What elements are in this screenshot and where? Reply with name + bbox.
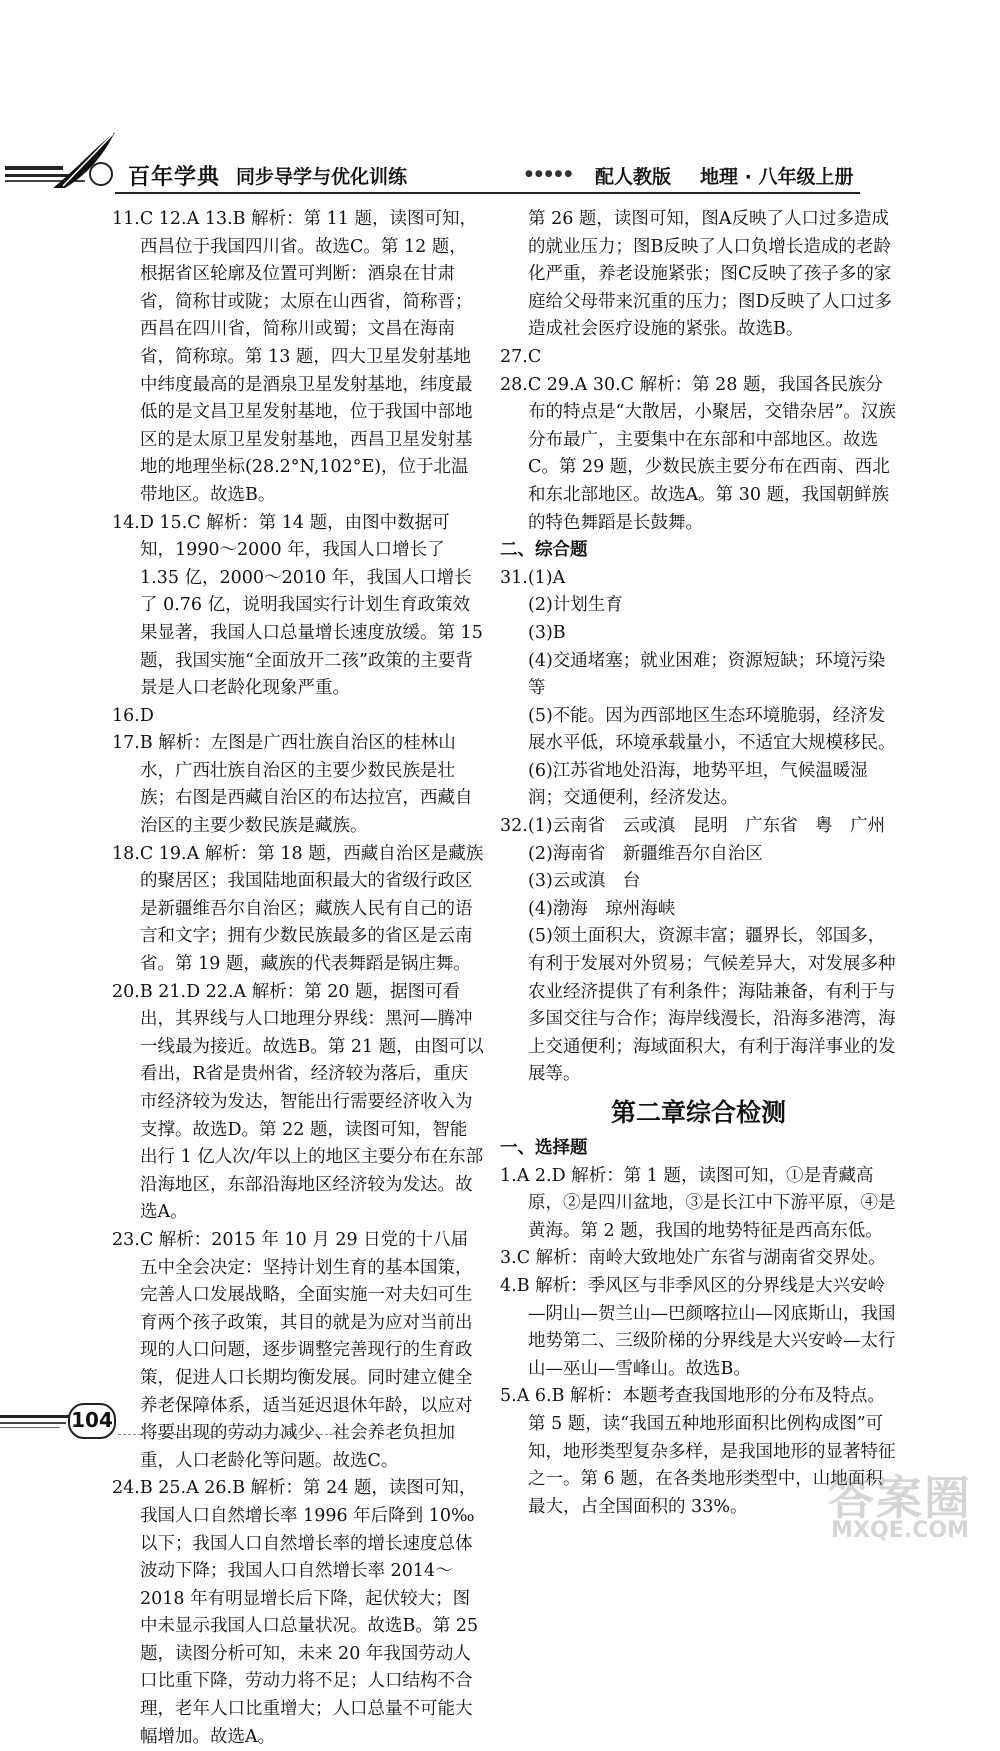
answer-subitem: (6)江苏省地处沿海，地势平坦，气候温暖湿润；交通便利，经济发达。 [528, 760, 868, 809]
quill-logo-icon [5, 130, 120, 192]
answer-subitem: (4)交通堵塞；就业困难；资源短缺；环境污染等 [528, 650, 886, 699]
answer-entry: 32.(1)云南省 云或滇 昆明 广东省 粤 广州 [500, 816, 886, 837]
answer-entry: 23.C 解析：2015 年 10 月 29 日党的十八届五中全会决定：坚持计划生育的基本国策，完善人口发展战略，全面实施一对夫妇可生育两个孩子政策，其目的就是为应对当前出现的人口问题，逐步调整完善现行的生育政策，促进人口长期均衡发展。同时建立健全养老保障体系，适当延迟退休年龄，以应对将要出现的劳动力减少、社会养老负担加重，人口老龄化等问题。故选C。 [112, 1229, 473, 1471]
answer-entry: 3.C 解析：南岭大致地处广东省与湖南省交界处。 [500, 1248, 886, 1269]
answer-entry: 18.C 19.A 解析：第 18 题，西藏自治区是藏族的聚居区；我国陆地面积最大的省级行政区是新疆维吾尔自治区；藏族人民有自己的语言和文字；拥有少数民族最多的省区是云南省。第 19 题，藏族的代表舞蹈是锅庄舞。 [112, 843, 484, 975]
header-rule [115, 192, 860, 194]
answer-entry: 16.D [112, 705, 154, 726]
chapter-title: 第二章综合检测 [610, 1098, 786, 1127]
page-number-badge [68, 1403, 116, 1439]
answer-subitem: (5)领土面积大，资源丰富；疆界长，邻国多，有利于发展对外贸易；气候差异大，对发展多种农业经济提供了有利条件；海陆兼备，有利于与多国交往与合作；海岸线漫长，沿海多港湾，海上交通便利；海域面积大，有利于海洋事业的发展等。 [528, 926, 896, 1085]
left-answer-column [112, 206, 484, 1751]
footer-dashed-line [118, 1434, 348, 1435]
answer-subitem: (4)渤海 琼州海峡 [528, 898, 676, 919]
section-heading: 一、选择题 [500, 1138, 588, 1158]
answer-entry: 14.D 15.C 解析：第 14 题，由图中数据可知，1990～2000 年，我国人口增长了 1.35 亿，2000～2010 年，我国人口增长了 0.76 亿，说明我国实行计划生育政策效果显著，我国人口总量增长速度放缓。第 15 题，我国实施“全面放开二孩”政策的主要背景是人口老龄化现象严重。 [112, 512, 483, 699]
page-header [0, 130, 1000, 192]
answer-entry: 1.A 2.D 解析：第 1 题，读图可知，①是青藏高原，②是四川盆地，③是长江中下游平原，④是黄海。第 2 题，我国的地势特征是西高东低。 [500, 1165, 896, 1241]
right-answer-column [500, 206, 897, 1521]
page-number: 104 [71, 1408, 113, 1432]
book-brand: 百年学典 [128, 165, 221, 190]
answer-subitem: (2)海南省 新疆维吾尔自治区 [528, 843, 763, 864]
decorative-dots: ●●●●● [525, 169, 575, 179]
answer-subitem: (3)B [528, 622, 566, 643]
answer-subitem: (3)云或滇 台 [528, 871, 641, 892]
answer-entry: 4.B 解析：季风区与非季风区的分界线是大兴安岭—阴山—贺兰山—巴颜喀拉山—冈底斯山，我国地势第二、三级阶梯的分界线是大兴安岭—太行山—巫山—雪峰山。故选B。 [500, 1275, 896, 1379]
answer-entry: 27.C [500, 346, 542, 367]
section-heading: 二、综合题 [500, 540, 588, 561]
site-watermark [820, 1462, 980, 1544]
answer-entry: 31.(1)A [500, 567, 566, 588]
answer-entry: 20.B 21.D 22.A 解析：第 20 题，据图可看出，其界线与人口地理分界线：黑河—腾冲一线最为接近。故选B。第 21 题，由图可以看出，R省是贵州省，经济较为落后，重庆市经济较为发达，智能出行需要经济收入为支撑。故选D。第 22 题，读图可知，智能出行 1 亿人次/年以上的地区主要分布在东部沿海地区，东部沿海地区经济较为发达。故选A。 [112, 981, 484, 1223]
answer-entry: 11.C 12.A 13.B 解析：第 11 题，读图可知，西昌位于我国四川省。故选C。第 12 题，根据省区轮廓及位置可判断：酒泉在甘肃省，简称甘或陇；太原在山西省，简称晋；西昌在四川省，简称川或蜀；文昌在海南省，简称琼。第 13 题，四大卫星发射基地中纬度最高的是酒泉卫星发射基地，纬度最低的是文昌卫星发射基地，位于我国中部地区的是太原卫星发射基地，西昌卫星发射基地的地理坐标(28.2°N,102°E)，位于北温带地区。故选B。 [112, 209, 477, 505]
answer-entry: 5.A 6.B 解析：本题考查我国地形的分布及特点。第 5 题，读“我国五种地形面积比例构成图”可知，地形类型复杂多样，是我国地形的显著特征之一。第 6 题，在各类地形类型中，山地面积最大，占全国面积的 33%。 [500, 1386, 896, 1517]
book-subtitle: 同步导学与优化训练 [236, 166, 408, 188]
answer-entry: 28.C 29.A 30.C 解析：第 28 题，我国各民族分布的特点是“大散居，小聚居，交错杂居”。汉族分布最广，主要集中在东部和中部地区。故选C。第 29 题，少数民族主要分布在西南、西北和东北部地区。故选A。第 30 题，我国朝鲜族的特色舞蹈是长鼓舞。 [500, 374, 896, 533]
answer-entry: 24.B 25.A 26.B 解析：第 24 题，读图可知，我国人口自然增长率 1996 年后降到 10‰以下；我国人口自然增长率的增长速度总体波动下降；我国人口自然增长率 2014～2018 年有明显增长后下降，起伏较大；图中未显示我国人口总量状况。故选B。第 25 题，读图分析可知，未来 20 年我国劳动人口比重下降，劳动力将不足；人口结构不合理，老年人口比重增大；人口总量不可能大幅增加。故选A。 [112, 1478, 479, 1747]
watermark-main-text: 答案圈 [828, 1471, 972, 1525]
watermark-site-text: MXQE.COM [831, 1518, 969, 1543]
subject-grade-label: 地理 · 八年级上册 [700, 166, 854, 188]
edition-label: 配人教版 [595, 166, 672, 188]
answer-subitem: (5)不能。因为西部地区生态环境脆弱，经济发展水平低，环境承载量小，不适宜大规模移民。 [528, 705, 896, 754]
answer-subitem: (2)计划生育 [528, 595, 623, 616]
answer-entry: 17.B 解析：左图是广西壮族自治区的桂林山水，广西壮族自治区的主要少数民族是壮族；右图是西藏自治区的布达拉宫，西藏自治区的主要少数民族是藏族。 [112, 733, 473, 837]
answer-subitem: 第 26 题，读图可知，图A反映了人口过多造成的就业压力；图B反映了人口负增长造成的老龄化严重，养老设施紧张；图C反映了孩子多的家庭给父母带来沉重的压力；图D反映了人口过多造成社会医疗设施的紧张。故选B。 [528, 209, 893, 340]
